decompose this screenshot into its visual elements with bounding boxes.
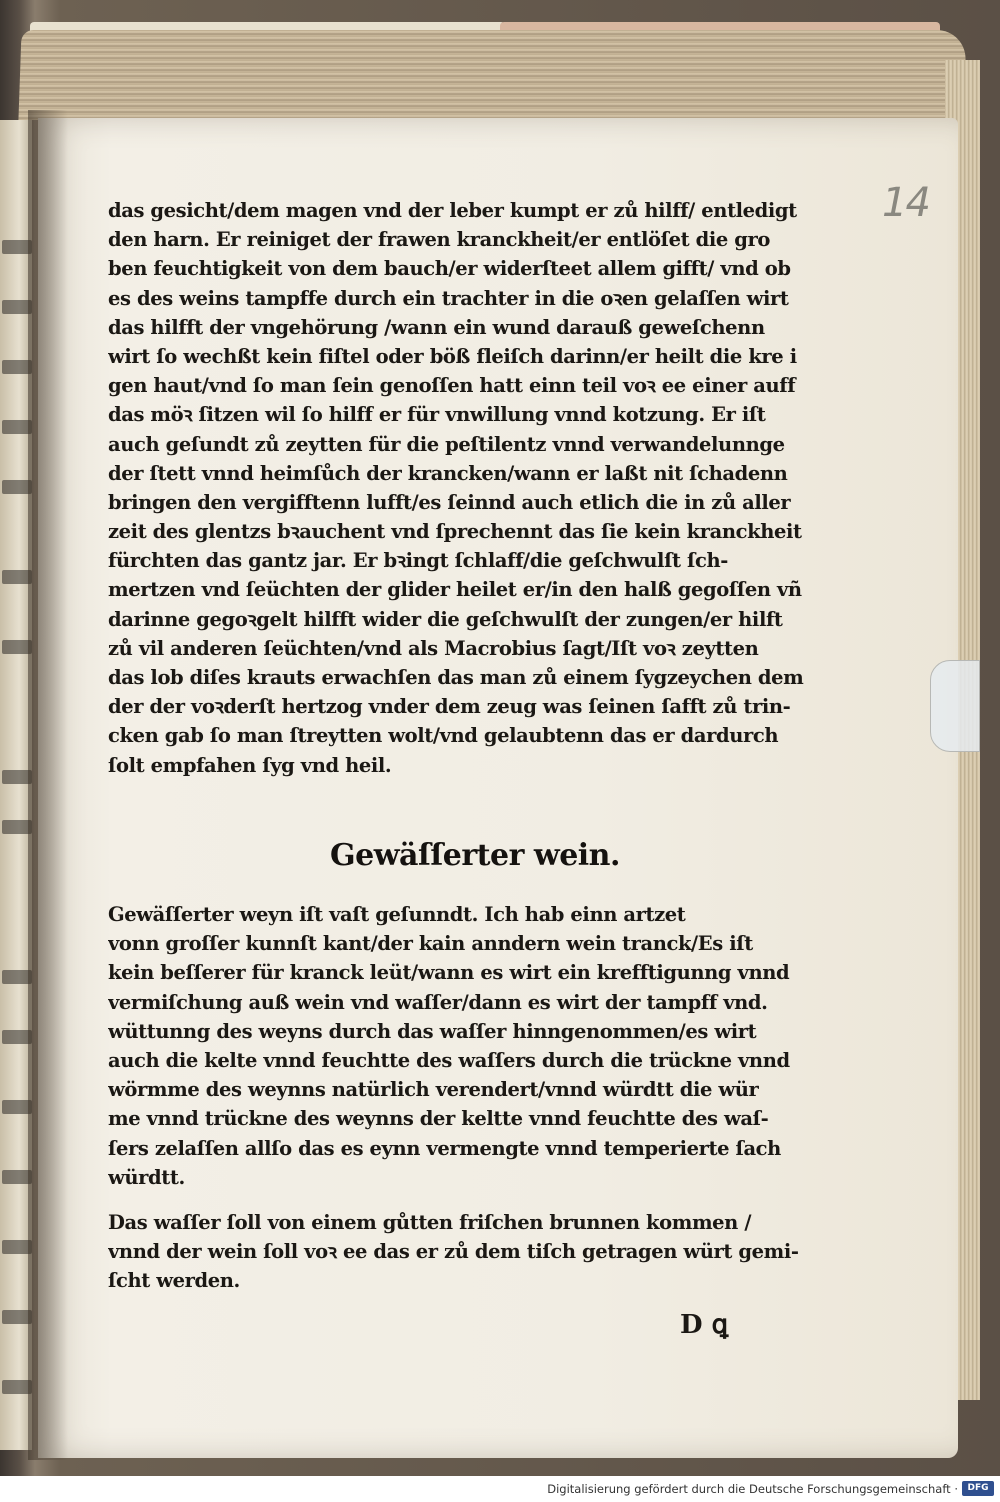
text-line: der ſtett vnnd heimſůch der krancken/wann er laßt nit ſchadenn: [108, 461, 788, 485]
text-line: Das waſſer ſoll von einem gůtten friſchen brunnen kommen /: [108, 1211, 752, 1234]
text-line: ſers zelaſſen allſo das es eynn vermengte vnnd temperierte ſach: [108, 1136, 781, 1160]
text-line: das hilfft der vngehörung /wann ein wund darauß geweſchenn: [108, 315, 765, 339]
page-stack-top: [18, 30, 966, 120]
page-clip: [930, 660, 980, 752]
text-line: das lob diſes krauts erwachſen das man zů einem ſygzeychen dem: [108, 666, 804, 689]
text-line: den harn. Er reiniget der frawen kranckheit/er entlöſet die gro: [108, 228, 770, 252]
text-line: es des weins tampffe durch ein trachter in die oꝛen gelaſſen wirt: [108, 286, 789, 310]
paragraph-3: [108, 1208, 833, 1296]
text-line: Gewäſſerter weyn iſt vaſt geſunndt. Ich hab einn artzet: [108, 903, 686, 926]
text-line: vermiſchung auß wein vnd waſſer/dann es wirt der tampff vnd.: [108, 990, 768, 1014]
section-heading: Gewäſſerter wein.: [330, 838, 620, 873]
text-line: kein beſſerer für kranck leüt/wann es wirt ein krefftigunng vnnd: [108, 961, 790, 985]
text-line: der der voꝛderſt hertzog vnder dem zeug was ſeinen ſafft zů trin-: [108, 695, 791, 719]
text-line: das gesicht/dem magen vnd der leber kumpt er zů hilff/ entledigt: [108, 199, 797, 222]
paragraph-2: [108, 900, 833, 1192]
text-line: ben feuchtigkeit von dem bauch/er widerſteet allem gifft/ vnd ob: [108, 257, 791, 281]
text-line: wörmme des weynns natürlich verendert/vnnd würdtt die wür: [108, 1078, 759, 1102]
text-line: wüttunng des weyns durch das waſſer hinngenommen/es wirt: [108, 1019, 757, 1043]
text-line: mertzen vnd ſeüchten der glider heilet er/in den halß gegoſſen vñ: [108, 578, 802, 602]
paragraph-1: [108, 196, 833, 780]
footer-bar: [0, 1476, 1000, 1502]
text-line: vonn groſſer kunnſt kant/der kain anndern wein tranck/Es iſt: [108, 932, 753, 956]
text-line: me vnnd trückne des weynns der keltte vnnd feuchtte des waſ-: [108, 1107, 769, 1131]
text-line: ſcht werden.: [108, 1269, 240, 1293]
text-line: bringen den vergifftenn lufft/es ſeinnd auch etlich die in zů aller: [108, 490, 791, 514]
text-line: ſolt empfahen ſyg vnd heil.: [108, 753, 392, 777]
text-line: cken gab ſo man ſtreytten wolt/vnd gelaubtenn das er dardurch: [108, 724, 779, 748]
text-line: auch die kelte vnnd feuchtte des waſſers durch die trückne vnnd: [108, 1048, 790, 1072]
text-line: zů vil anderen ſeüchten/vnd als Macrobius ſagt/Iſt voꝛ zeytten: [108, 636, 759, 660]
text-line: wirt ſo wechßt kein fiſtel oder böß fleiſch darinn/er heilt die kre i: [108, 344, 797, 368]
text-line: das möꝛ ſitzen wil ſo hilff er für vnwillung vnnd kotzung. Er iſt: [108, 403, 766, 427]
text-line: würdtt.: [108, 1165, 185, 1189]
text-line: gen haut/vnd ſo man ſein genoſſen hatt einn teil voꝛ ee einer auff: [108, 374, 796, 398]
text-line: vnnd der wein ſoll voꝛ ee das er zů dem tiſch getragen würt gemi-: [108, 1240, 799, 1264]
dfg-logo: DFG: [962, 1481, 994, 1496]
signature-mark: D ꝗ: [680, 1310, 729, 1340]
text-line: auch geſundt zů zeytten für die peſtilentz vnnd verwandelunnge: [108, 432, 785, 456]
text-line: zeit des glentzs bꝛauchent vnd ſprechennt das ſie kein kranckheit: [108, 520, 802, 544]
facing-page-sliver: [0, 120, 32, 1450]
text-line: fürchten das gantz jar. Er bꝛingt ſchlaff/die geſchwulſt ſch-: [108, 549, 728, 573]
folio-number: 14: [882, 180, 929, 226]
text-line: darinne gegoꝛgelt hilfft wider die geſchwulſt der zungen/er hilft: [108, 607, 783, 631]
footer-credit: Digitalisierung gefördert durch die Deutsche Forschungsgemeinschaft ·: [547, 1482, 958, 1496]
